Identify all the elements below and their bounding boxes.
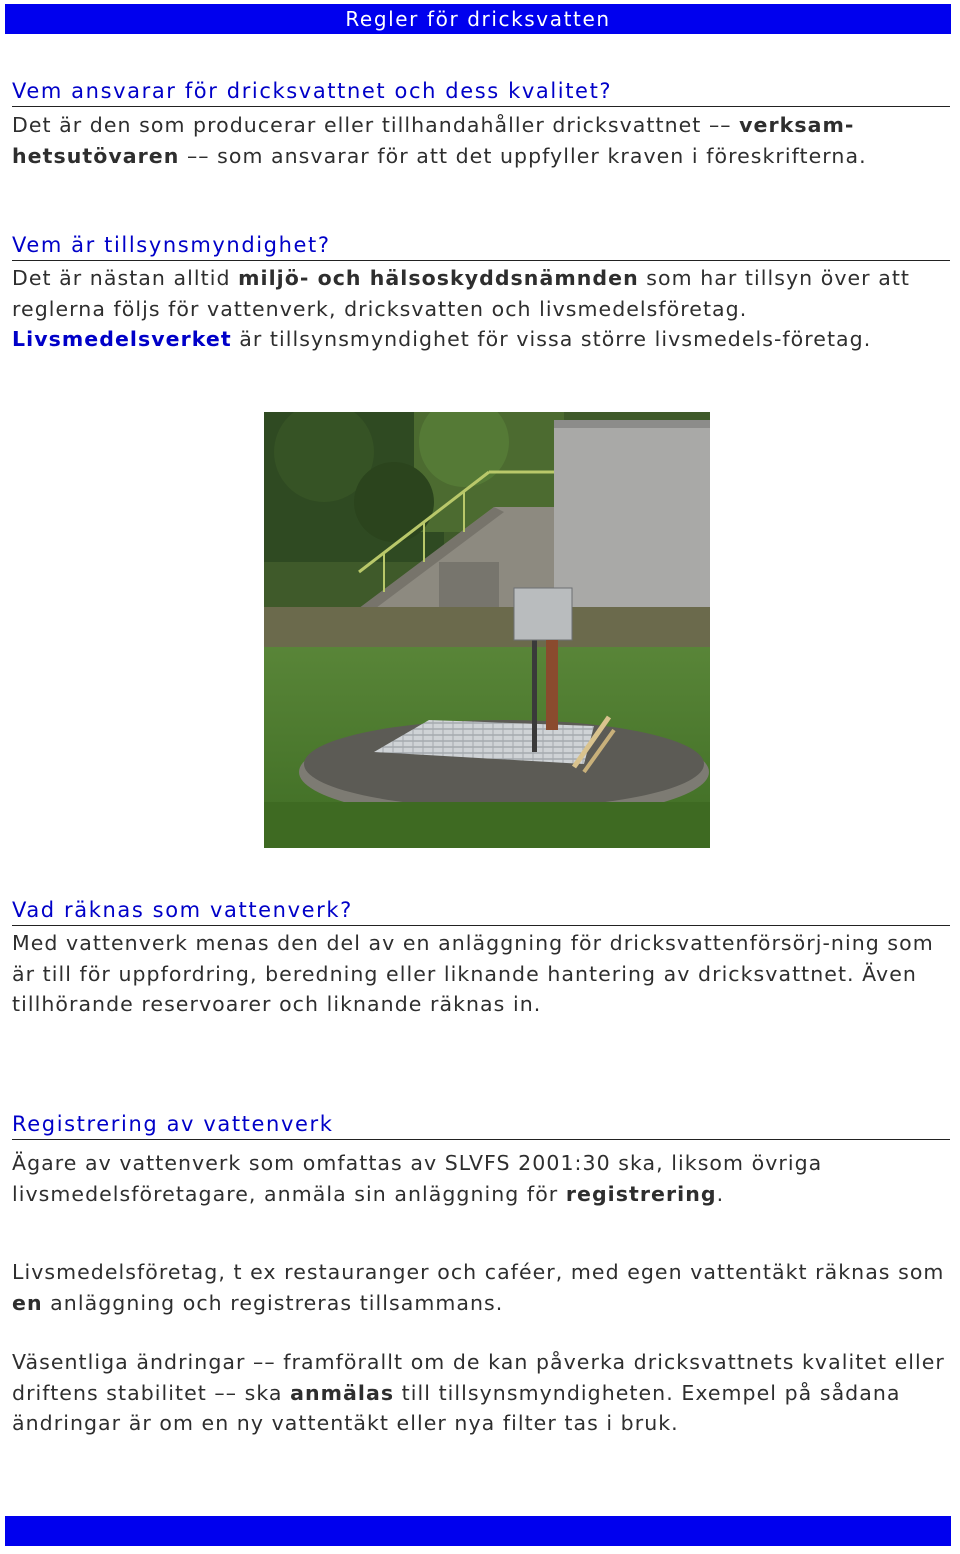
- text: Det är den som producerar eller tillhandahåller dricksvattnet ––: [12, 113, 740, 137]
- bold-text: registrering: [565, 1181, 717, 1206]
- heading-waterworks: Vad räknas som vattenverk?: [12, 897, 950, 926]
- paragraph-registration-3: [12, 1347, 952, 1439]
- paragraph-registration-2: [12, 1257, 952, 1318]
- paragraph-responsibility: [12, 110, 952, 171]
- heading-responsibility: Vem ansvarar för dricksvattnet och dess kvalitet?: [12, 78, 950, 107]
- waterworks-photo-image: [264, 412, 710, 848]
- bold-text: en: [12, 1290, 43, 1315]
- paragraph-registration-1: [12, 1148, 952, 1209]
- text: Det är nästan alltid: [12, 266, 239, 290]
- bold-text: verksam-: [739, 113, 855, 137]
- text: Ägare av vattenverk som omfattas av SLVFS 2001:30 ska, liksom övriga livsmedelsföretagare, anmäla sin anläggning för: [12, 1151, 823, 1206]
- heading-supervisory: Vem är tillsynsmyndighet?: [12, 232, 950, 261]
- text: Väsentliga ändringar –– framförallt om de kan påverka dricksvattnets kvalitet eller driftens stabilitet –– ska: [12, 1350, 945, 1405]
- text: är tillsynsmyndighet för vissa större livsmedels-företag.: [231, 327, 872, 351]
- paragraph-waterworks: Med vattenverk menas den del av en anläggning för dricksvattenförsörj-ning som är till för uppfordring, beredning eller liknande hantering av dricksvattnet. Även tillhörande reservoarer och liknande räknas in.: [12, 931, 934, 1016]
- footer-banner: [5, 1516, 951, 1546]
- header-banner: [5, 4, 951, 34]
- text: som har tillsyn över att reglerna följs för vattenverk, dricksvatten och livsmedelsföretag.: [12, 266, 911, 321]
- waterworks-photo: [264, 412, 710, 848]
- bold-text: miljö- och hälsoskyddsnämnden: [238, 266, 639, 290]
- text: .: [716, 1181, 725, 1206]
- paragraph-supervisory: [12, 263, 952, 355]
- text: till tillsynsmyndigheten. Exempel på sådana ändringar är om en ny vattentäkt eller nya filter tas i bruk.: [12, 1380, 901, 1435]
- text: Livsmedelsföretag, t ex restauranger och caféer, med egen vattentäkt räknas som: [12, 1260, 945, 1284]
- text: –– som ansvarar för att det uppfyller kraven i föreskrifterna.: [179, 143, 867, 168]
- page-title: Regler för dricksvatten: [345, 7, 611, 31]
- agency-name: Livsmedelsverket: [12, 327, 232, 351]
- heading-registration: Registrering av vattenverk: [12, 1111, 950, 1140]
- text: anläggning och registreras tillsammans.: [42, 1290, 504, 1315]
- bold-text: hetsutövaren: [12, 143, 180, 168]
- bold-text: anmälas: [290, 1380, 395, 1405]
